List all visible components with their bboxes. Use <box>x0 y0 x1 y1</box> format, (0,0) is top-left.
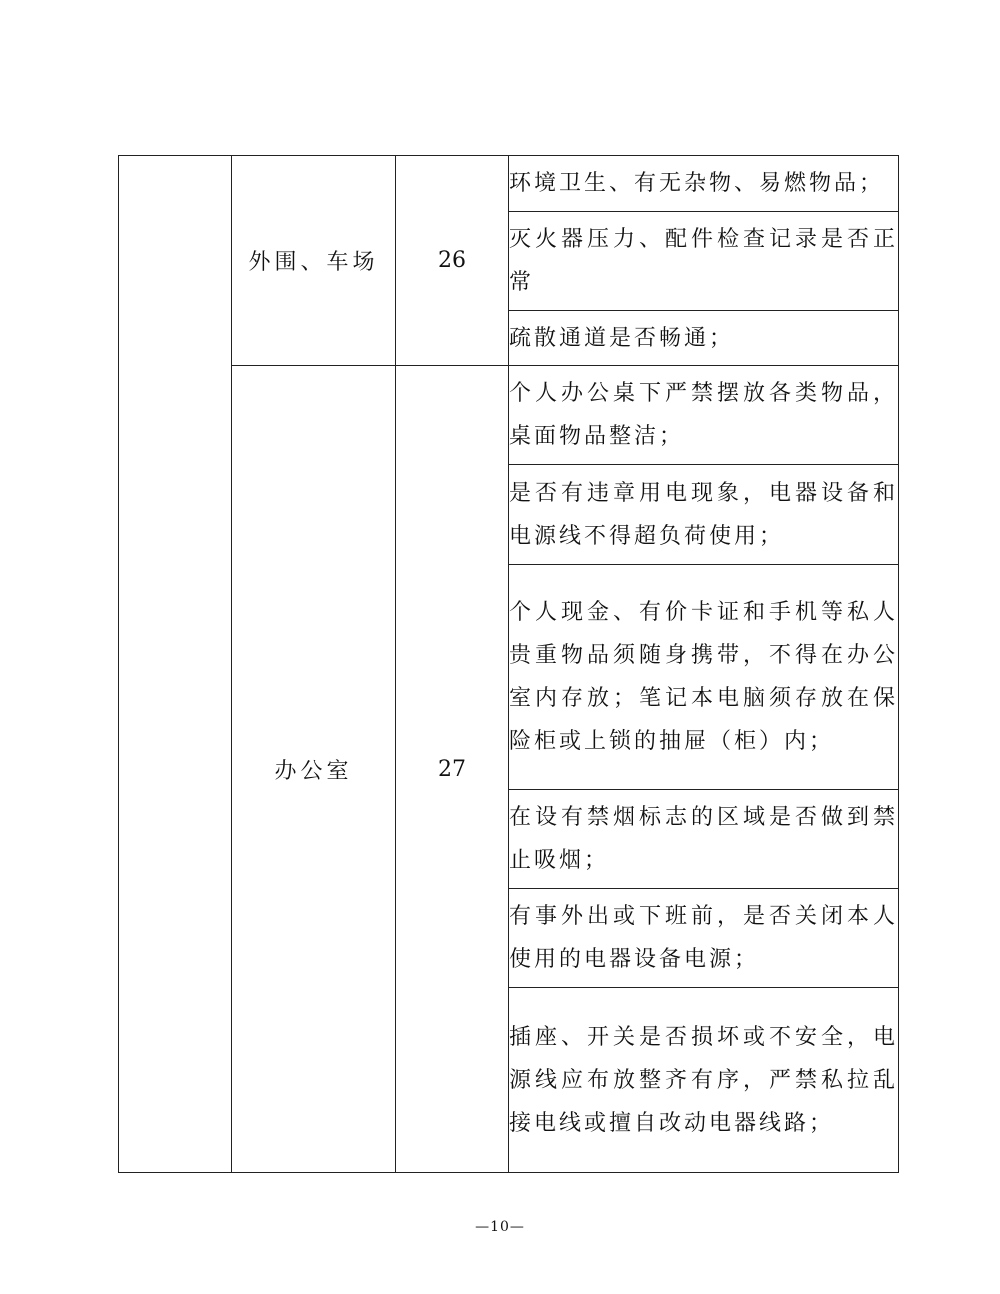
check-item: 插座、开关是否损坏或不安全，电源线应布放整齐有序，严禁私拉乱接电线或擅自改动电器线路； <box>509 988 899 1173</box>
area-cell: 办公室 <box>232 366 396 1173</box>
check-item: 个人办公桌下严禁摆放各类物品，桌面物品整洁； <box>509 366 899 465</box>
page-number: —10— <box>475 1219 525 1235</box>
check-item: 个人现金、有价卡证和手机等私人贵重物品须随身携带，不得在办公室内存放；笔记本电脑须存放在保险柜或上锁的抽屉（柜）内； <box>509 565 899 790</box>
check-item: 灭火器压力、配件检查记录是否正常 <box>509 212 899 311</box>
category-cell <box>119 156 232 1173</box>
item-number-cell: 27 <box>396 366 509 1173</box>
check-item: 是否有违章用电现象，电器设备和电源线不得超负荷使用； <box>509 465 899 565</box>
check-item: 环境卫生、有无杂物、易燃物品； <box>509 156 899 212</box>
inspection-table <box>118 155 899 1173</box>
table-row <box>119 366 899 465</box>
check-item: 疏散通道是否畅通； <box>509 311 899 366</box>
check-item: 在设有禁烟标志的区域是否做到禁止吸烟； <box>509 790 899 889</box>
check-item: 有事外出或下班前，是否关闭本人使用的电器设备电源； <box>509 889 899 988</box>
table-row <box>119 156 899 212</box>
item-number-cell: 26 <box>396 156 509 366</box>
area-cell: 外围、车场 <box>232 156 396 366</box>
